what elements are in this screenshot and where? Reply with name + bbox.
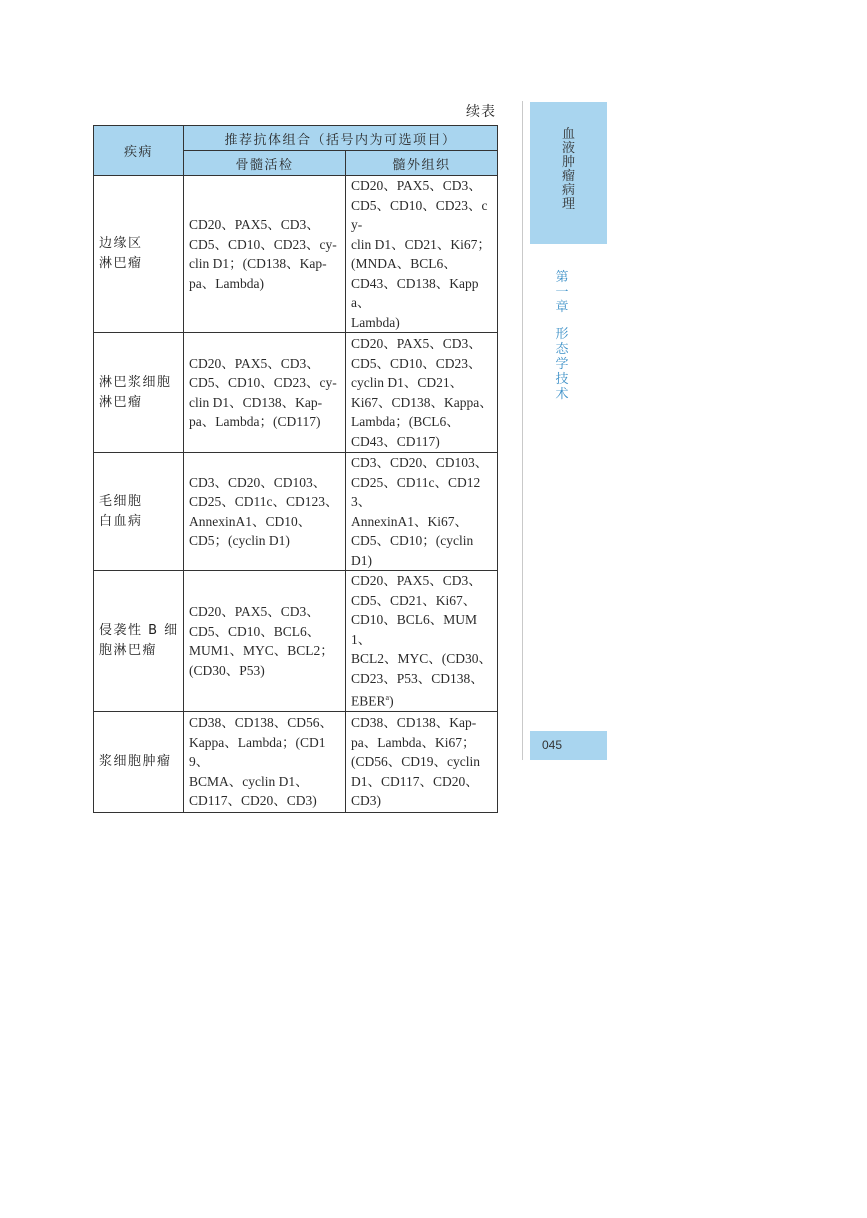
bone-marrow-cell: CD3、CD20、CD103、 CD25、CD11c、CD123、 AnnexinA1、CD10、 CD5；(cyclin D1) <box>184 453 346 571</box>
header-disease: 疾病 <box>94 126 184 176</box>
extramedullary-cell: CD38、CD138、Kap- pa、Lambda、Ki67； (CD56、CD19、cyclin D1、CD117、CD20、 CD3) <box>346 712 498 813</box>
book-title-char: 血 <box>561 127 575 142</box>
page-number-box <box>530 731 607 760</box>
book-title-char: 液 <box>561 141 575 156</box>
book-title-tab <box>530 102 607 244</box>
extramedullary-cell: CD3、CD20、CD103、 CD25、CD11c、CD123、 AnnexinA1、Ki67、 CD5、CD10；(cyclin D1) <box>346 453 498 571</box>
bone-marrow-cell: CD20、PAX5、CD3、 CD5、CD10、CD23、cy- clin D1；(CD138、Kap- pa、Lambda) <box>184 176 346 333</box>
book-title-char: 病 <box>561 183 575 198</box>
book-title <box>530 128 607 212</box>
footnote-marker: a <box>385 693 390 702</box>
header-bone-marrow: 骨髓活检 <box>184 151 346 176</box>
table-row <box>94 453 498 571</box>
chapter-char: 技 <box>555 372 569 387</box>
antibody-table <box>93 125 498 813</box>
disease-cell: 毛细胞 白血病 <box>94 453 184 571</box>
continued-label: 续表 <box>466 104 496 120</box>
table-row <box>94 333 498 453</box>
extramedullary-cell: CD20、PAX5、CD3、 CD5、CD10、CD23、 cyclin D1、CD21、 Ki67、CD138、Kappa、 Lambda；(BCL6、 CD43、CD117) <box>346 333 498 453</box>
extramedullary-cell: CD20、PAX5、CD3、 CD5、CD21、Ki67、 CD10、BCL6、MUM1、 BCL2、MYC、(CD30、 CD23、P53、CD138、 EBER$^a$) <box>346 571 498 712</box>
chapter-char: 术 <box>555 387 569 402</box>
table-row <box>94 571 498 712</box>
header-group: 推荐抗体组合（括号内为可选项目） <box>184 126 498 151</box>
book-title-char: 瘤 <box>561 169 575 184</box>
book-title-char: 肿 <box>561 155 575 170</box>
disease-cell: 边缘区 淋巴瘤 <box>94 176 184 333</box>
disease-cell: 侵袭性 B 细 胞淋巴瘤 <box>94 571 184 712</box>
bone-marrow-cell: CD38、CD138、CD56、 Kappa、Lambda；(CD19、 BCMA、cyclin D1、 CD117、CD20、CD3) <box>184 712 346 813</box>
sidebar-divider <box>522 101 523 760</box>
chapter-char: 第 <box>555 270 569 285</box>
page-number: 045 <box>542 738 563 752</box>
bone-marrow-cell: CD20、PAX5、CD3、 CD5、CD10、CD23、cy- clin D1、CD138、Kap- pa、Lambda；(CD117) <box>184 333 346 453</box>
book-title-char: 理 <box>561 197 575 212</box>
chapter-char: 学 <box>555 357 569 372</box>
chapter-char: 一 <box>555 285 569 300</box>
chapter-char: 章 <box>555 300 569 315</box>
chapter-title <box>530 270 594 402</box>
chapter-char: 形 <box>555 327 569 342</box>
bone-marrow-cell: CD20、PAX5、CD3、 CD5、CD10、BCL6、 MUM1、MYC、BCL2； (CD30、P53) <box>184 571 346 712</box>
disease-cell: 浆细胞肿瘤 <box>94 712 184 813</box>
header-extramedullary: 髓外组织 <box>346 151 498 176</box>
disease-cell: 淋巴浆细胞 淋巴瘤 <box>94 333 184 453</box>
table-row <box>94 176 498 333</box>
table-row <box>94 712 498 813</box>
extramedullary-cell: CD20、PAX5、CD3、 CD5、CD10、CD23、cy- clin D1、CD21、Ki67； (MNDA、BCL6、 CD43、CD138、Kappa、 Lambda) <box>346 176 498 333</box>
chapter-char: 态 <box>555 342 569 357</box>
